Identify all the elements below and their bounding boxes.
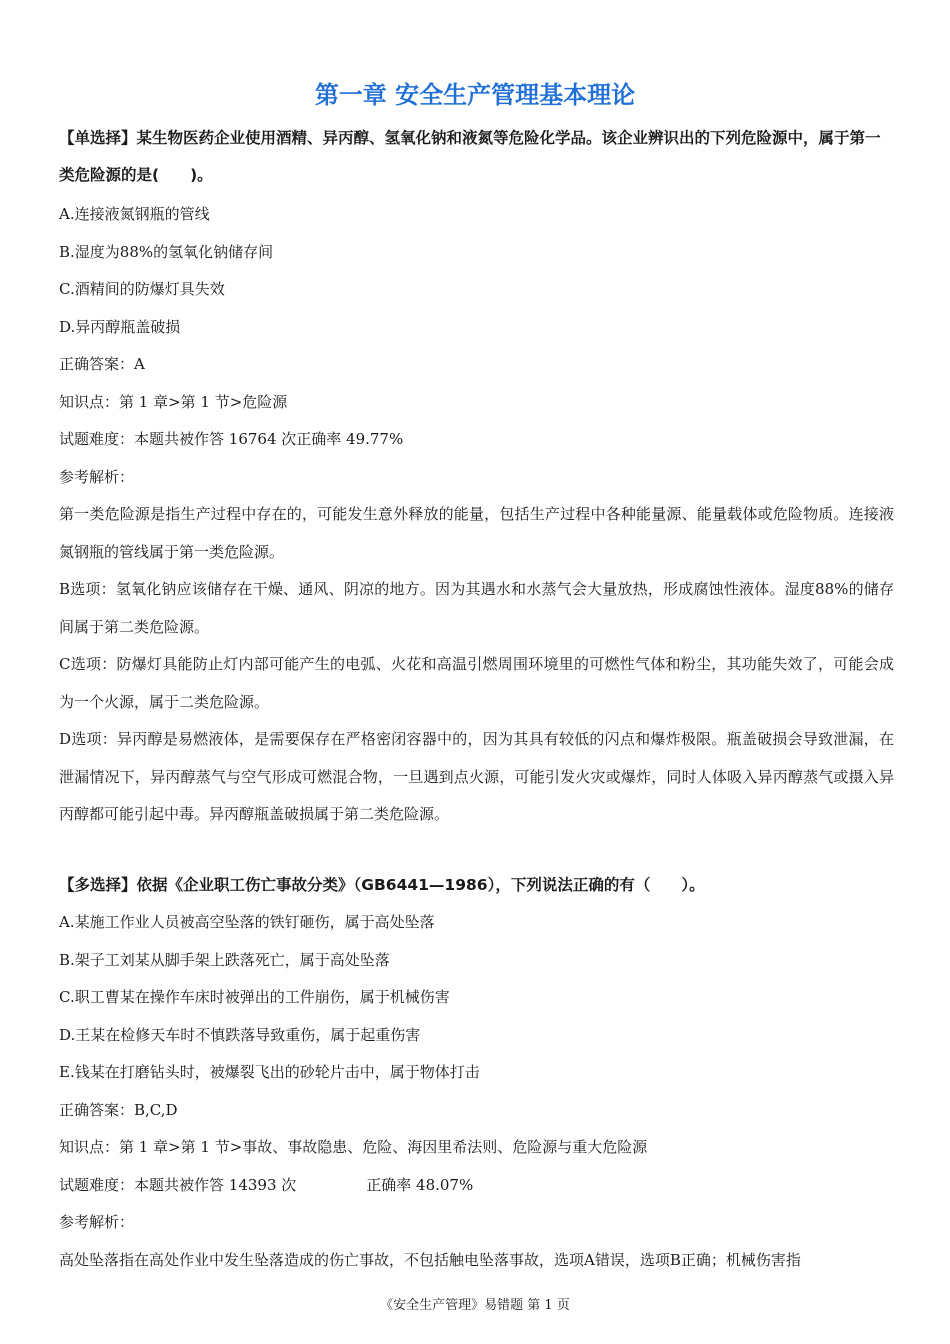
question-1-analysis-para-2: B选项：氢氧化钠应该储存在干燥、通风、阴凉的地方。因为其遇水和水蒸气会大量放热，形成腐蚀性液体。湿度88%的储存间属于第二类危险源。 — [59, 580, 894, 636]
question-2-difficulty — [59, 1167, 894, 1205]
question-2-option-c: C.职工曹某在操作车床时被弹出的工件崩伤，属于机械伤害 — [59, 988, 450, 1006]
question-2 — [59, 867, 894, 1279]
question-1-analysis-label: 参考解析： — [59, 467, 135, 486]
question-2-option-b: B.架子工刘某从脚手架上跌落死亡，属于高处坠落 — [59, 950, 390, 969]
question-1-knowledge-point: 知识点：第 1 章>第 1 节>危险源 — [59, 392, 288, 411]
question-2-option-e: E.钱某在打磨钻头时，被爆裂飞出的砂轮片击中，属于物体打击 — [59, 1063, 480, 1081]
question-2-analysis-label: 参考解析： — [59, 1213, 135, 1231]
question-1-option-a: A.连接液氮钢瓶的管线 — [59, 205, 210, 223]
question-1-option-d: D.异丙醇瓶盖破损 — [59, 317, 181, 336]
question-2-knowledge-point: 知识点：第 1 章>第 1 节>事故、事故隐患、危险、海因里希法则、危险源与重大危险源 — [59, 1138, 648, 1156]
page-footer: 《安全生产管理》易错题 第 1 页 — [380, 1298, 570, 1313]
question-1-difficulty: 试题难度：本题共被作答 16764 次正确率 49.77% — [59, 430, 404, 448]
question-2-correct-rate: 正确率 48.07% — [366, 1175, 474, 1194]
question-1-option-b: B.湿度为88%的氢氧化钠储存间 — [59, 242, 274, 261]
question-2-option-d: D.王某在检修天车时不慎跌落导致重伤，属于起重伤害 — [59, 1025, 421, 1044]
question-2-answer: 正确答案：B,C,D — [59, 1100, 178, 1119]
question-2-analysis-para-1: 高处坠落指在高处作业中发生坠落造成的伤亡事故，不包括触电坠落事故，选项A错误，选项B正确；机械伤害指 — [59, 1250, 801, 1269]
question-2-option-a: A.某施工作业人员被高空坠落的铁钉砸伤，属于高处坠落 — [59, 913, 435, 931]
question-1-analysis-para-1: 第一类危险源是指生产过程中存在的，可能发生意外释放的能量，包括生产过程中各种能量源、能量载体或危险物质。连接液氮钢瓶的管线属于第一类危险源。 — [59, 505, 894, 561]
question-2-difficulty-count: 试题难度：本题共被作答 14393 次 — [59, 1175, 297, 1194]
question-1-stem: 【单选择】某生物医药企业使用酒精、异丙醇、氢氧化钠和液氮等危险化学品。该企业辨识出的下列危险源中，属于第一类危险源的是( )。 — [59, 129, 881, 184]
chapter-title: 第一章 安全生产管理基本理论 — [314, 81, 636, 109]
question-1 — [59, 120, 894, 834]
question-2-stem: 【多选择】依据《企业职工伤亡事故分类》（GB6441—1986），下列说法正确的有（ ）。 — [59, 876, 705, 894]
question-1-answer: 正确答案：A — [59, 355, 145, 373]
question-1-analysis-para-4: D选项：异丙醇是易燃液体，是需要保存在严格密闭容器中的，因为其具有较低的闪点和爆炸极限。瓶盖破损会导致泄漏，在泄漏情况下，异丙醇蒸气与空气形成可燃混合物，一旦遇到点火源，可能引发火灾或爆炸，同时人体吸入异丙醇蒸气或摄入异丙醇都可能引起中毒。异丙醇瓶盖破损属于第二类危险源。 — [59, 730, 894, 823]
question-1-option-c: C.酒精间的防爆灯具失效 — [59, 280, 225, 298]
question-1-analysis-para-3: C选项：防爆灯具能防止灯内部可能产生的电弧、火花和高温引燃周围环境里的可燃性气体和粉尘，其功能失效了，可能会成为一个火源，属于二类危险源。 — [59, 655, 894, 711]
